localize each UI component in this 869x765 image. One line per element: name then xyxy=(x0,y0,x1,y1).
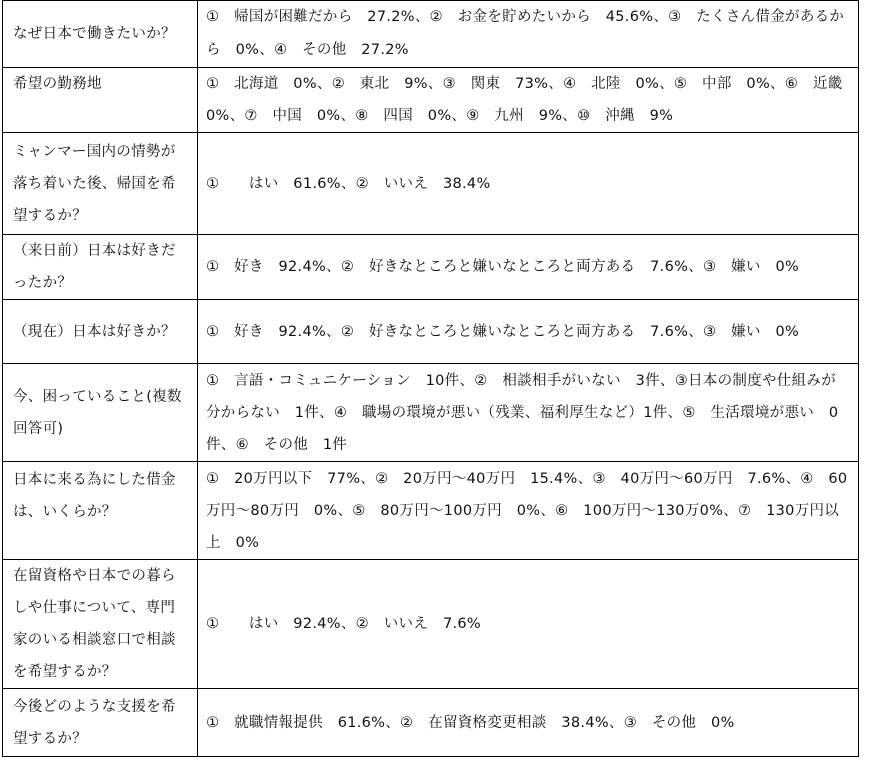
answer-cell: ① 好き 92.4%、② 好きなところと嫌いなところと両方ある 7.6%、③ 嫌い 0% xyxy=(198,235,859,300)
question-cell: ミャンマー国内の情勢が落ち着いた後、帰国を希望するか？ xyxy=(3,133,198,235)
question-cell: 今、困っていること(複数回答可) xyxy=(3,364,198,462)
question-cell: 日本に来る為にした借金は、いくらか？ xyxy=(3,462,198,560)
question-cell: 希望の勤務地 xyxy=(3,68,198,133)
question-cell: （来日前）日本は好きだったか？ xyxy=(3,235,198,300)
answer-cell: ① 就職情報提供 61.6%、② 在留資格変更相談 38.4%、③ その他 0% xyxy=(198,689,859,757)
question-cell: なぜ日本で働きたいか？ xyxy=(3,1,198,68)
table-row xyxy=(3,560,859,689)
answer-cell: ① 20万円以下 77%、② 20万円～40万円 15.4%、③ 40万円～60万円 7.6%、④ 60万円～80万円 0%、⑤ 80万円～100万円 0%、⑥ 100万円～130万0%、⑦ 130万円以上 0% xyxy=(198,462,859,560)
table-row xyxy=(3,300,859,364)
survey-results-table xyxy=(2,0,859,757)
question-cell: 在留資格や日本での暮らしや仕事について、専門家のいる相談窓口で相談を希望するか？ xyxy=(3,560,198,689)
table-row xyxy=(3,133,859,235)
answer-cell: ① 言語・コミュニケーション 10件、② 相談相手がいない 3件、③日本の制度や仕組みが分からない 1件、④ 職場の環境が悪い（残業、福利厚生など）1件、⑤ 生活環境が悪い 0件、⑥ その他 1件 xyxy=(198,364,859,462)
answer-cell: ① はい 61.6%、② いいえ 38.4% xyxy=(198,133,859,235)
table-row xyxy=(3,462,859,560)
answer-cell: ① 帰国が困難だから 27.2%、② お金を貯めたいから 45.6%、③ たくさん借金があるから 0%、④ その他 27.2% xyxy=(198,1,859,68)
question-cell: 今後どのような支援を希望するか？ xyxy=(3,689,198,757)
table-row xyxy=(3,1,859,68)
answer-cell: ① 好き 92.4%、② 好きなところと嫌いなところと両方ある 7.6%、③ 嫌い 0% xyxy=(198,300,859,364)
answer-cell: ① はい 92.4%、② いいえ 7.6% xyxy=(198,560,859,689)
table-row xyxy=(3,689,859,757)
table-row xyxy=(3,68,859,133)
answer-cell: ① 北海道 0%、② 東北 9%、③ 関東 73%、④ 北陸 0%、⑤ 中部 0%、⑥ 近畿 0%、⑦ 中国 0%、⑧ 四国 0%、⑨ 九州 9%、⑩ 沖縄 9% xyxy=(198,68,859,133)
table-row xyxy=(3,364,859,462)
question-cell: （現在）日本は好きか？ xyxy=(3,300,198,364)
table-row xyxy=(3,235,859,300)
